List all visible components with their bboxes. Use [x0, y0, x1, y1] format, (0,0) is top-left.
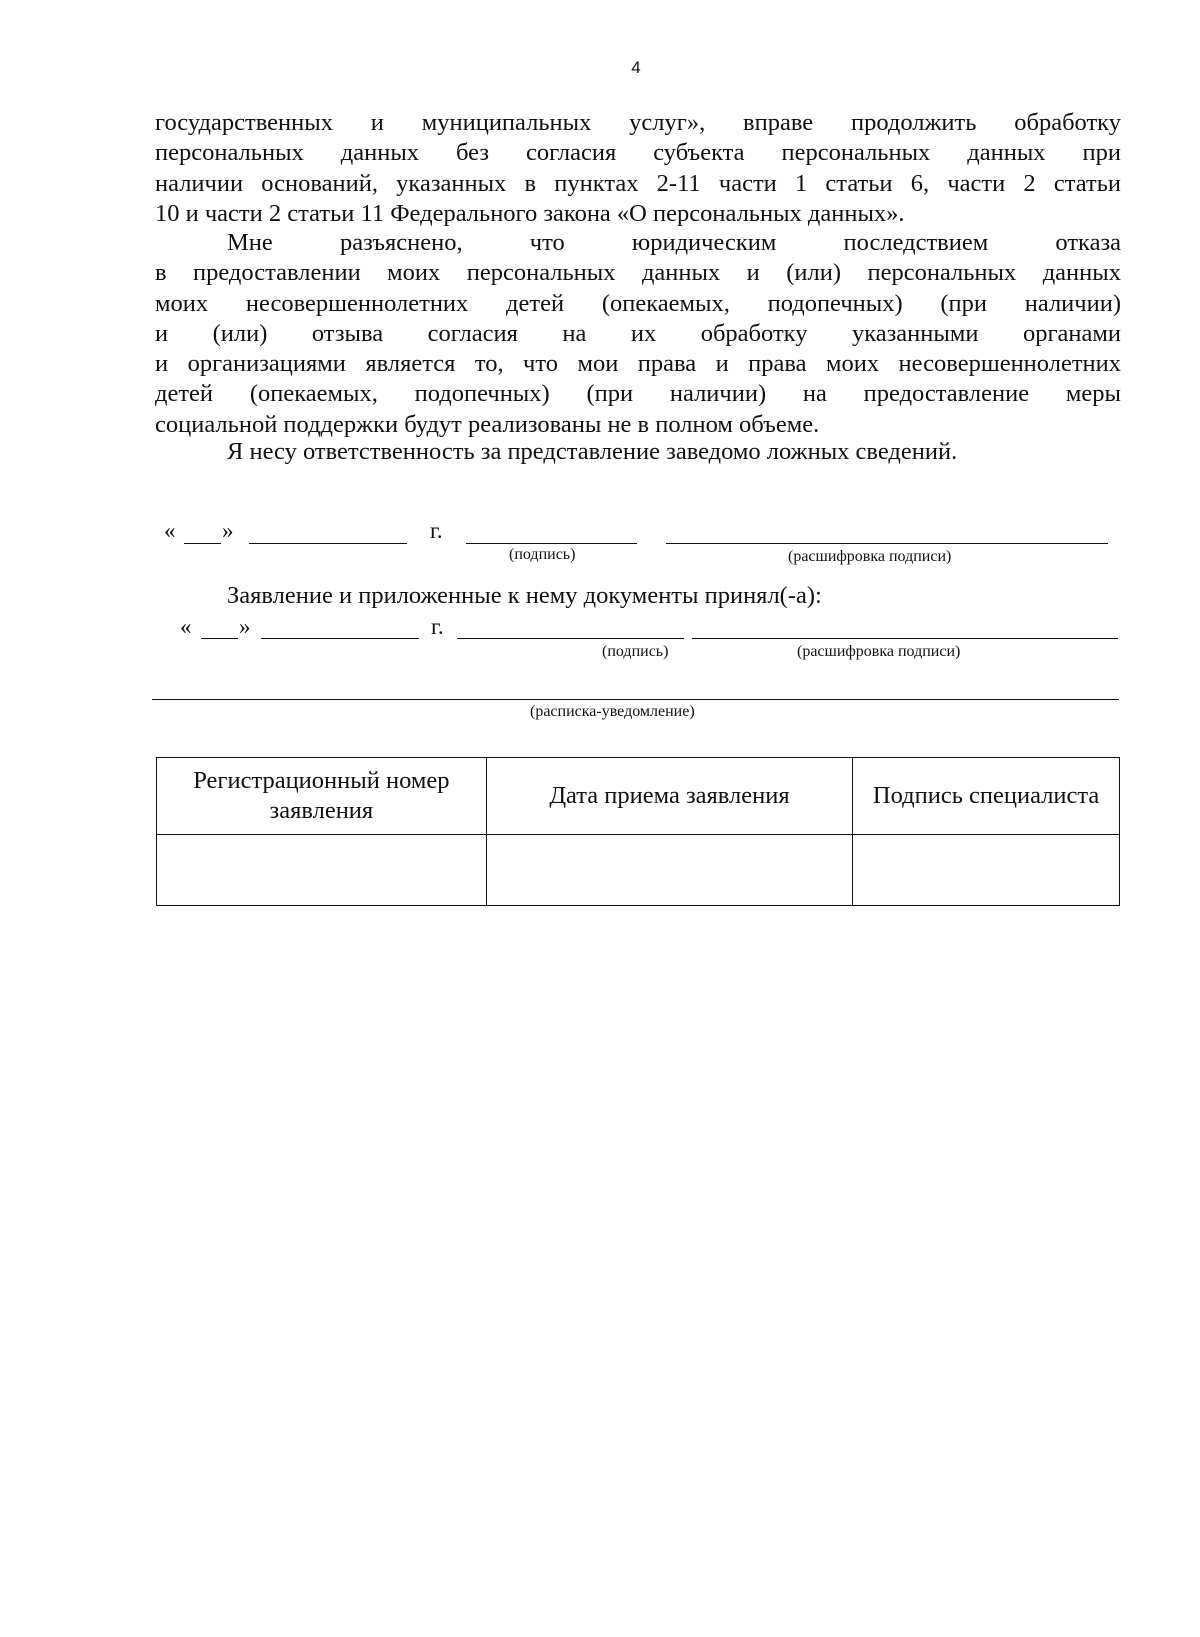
quote-close: »	[239, 614, 251, 639]
text-line: детей (опекаемых, подопечных) (при наличии) на предоставление меры	[155, 380, 1121, 408]
cell-registration-number[interactable]	[157, 835, 487, 906]
accepted-documents-text: Заявление и приложенные к нему документы принял(-а):	[227, 582, 822, 609]
signature-decoding-caption: (расшифровка подписи)	[797, 643, 961, 660]
year-suffix: г.	[430, 518, 443, 543]
cell-application-date[interactable]	[486, 835, 853, 906]
day-field[interactable]	[201, 638, 238, 639]
registration-table	[156, 757, 1120, 906]
text-line: социальной поддержки будут реализованы не в полном объеме.	[155, 410, 820, 438]
table-header-row	[157, 758, 1120, 835]
receipt-line	[152, 699, 1119, 700]
month-field[interactable]	[249, 543, 407, 544]
year-suffix: г.	[431, 614, 444, 639]
header-registration-number: Регистрационный номер заявления	[157, 758, 487, 835]
text-line: Я несу ответственность за представление заведомо ложных сведений.	[227, 438, 958, 465]
text-line: 10 и части 2 статьи 11 Федерального закона «О персональных данных».	[155, 199, 905, 227]
text-line: и организациями является то, что мои права и права моих несовершеннолетних	[155, 350, 1121, 378]
text-line: персональных данных без согласия субъекта персональных данных при	[155, 139, 1121, 167]
paragraph-personal-data-processing	[155, 108, 1121, 229]
header-application-date: Дата приема заявления	[486, 758, 853, 835]
text-line: и (или) отзыва согласия на их обработку указанными органами	[155, 319, 1121, 347]
signature-caption: (подпись)	[509, 546, 576, 563]
quote-open: «	[164, 518, 176, 543]
table-row	[157, 835, 1120, 906]
text-line: государственных и муниципальных услуг», вправе продолжить обработку	[155, 109, 1121, 136]
page-number: 4	[631, 58, 641, 77]
signature-field[interactable]	[466, 543, 637, 544]
paragraph-refusal-consequences	[155, 228, 1121, 440]
signature-decoding-caption: (расшифровка подписи)	[788, 548, 952, 565]
paragraph-responsibility	[155, 437, 1121, 467]
signature-caption: (подпись)	[602, 643, 669, 660]
text-line: Мне разъяснено, что юридическим последствием отказа	[227, 229, 1121, 256]
receipt-caption: (расписка-уведомление)	[530, 703, 695, 720]
text-line: в предоставлении моих персональных данных и (или) персональных данных	[155, 259, 1121, 287]
day-field[interactable]	[184, 543, 221, 544]
month-field[interactable]	[261, 638, 419, 639]
quote-open: «	[180, 614, 192, 639]
text-line: наличии оснований, указанных в пунктах 2-11 части 1 статьи 6, части 2 статьи	[155, 169, 1121, 197]
signature-decoding-field[interactable]	[666, 543, 1108, 544]
header-specialist-signature: Подпись специалиста	[853, 758, 1120, 835]
signature-field[interactable]	[457, 638, 684, 639]
signature-decoding-field[interactable]	[692, 638, 1118, 639]
cell-specialist-signature[interactable]	[853, 835, 1120, 906]
text-line: моих несовершеннолетних детей (опекаемых, подопечных) (при наличии)	[155, 289, 1121, 317]
quote-close: »	[222, 518, 234, 543]
